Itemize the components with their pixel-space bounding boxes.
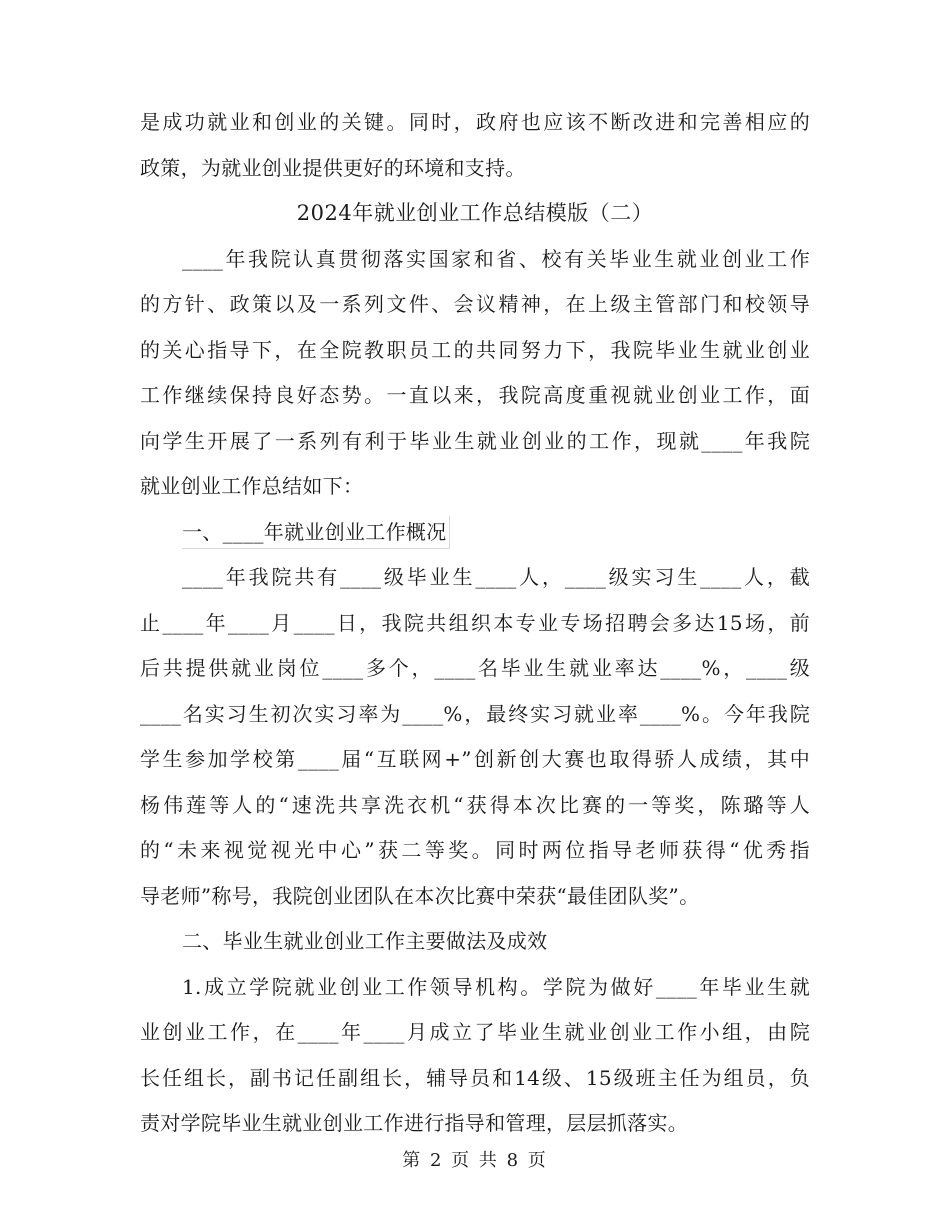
body-line: 止____年____月____日，我院共组织本专业专场招聘会多达15场，前 (140, 610, 810, 635)
body-line: 的关心指导下，在全院教职员工的共同努力下，我院毕业生就业创业 (140, 337, 810, 362)
body-line: 的“未来视觉视光中心”获二等奖。同时两位指导老师获得“优秀指 (140, 838, 810, 862)
subheading-text: 一、____年就业创业工作概况 (182, 516, 450, 549)
section-title: 2024年就业创业工作总结模版（二） (296, 201, 654, 225)
body-line: ____年我院认真贯彻落实国家和省、校有关毕业生就业创业工作 (182, 246, 810, 271)
body-line: 工作继续保持良好态势。一直以来，我院高度重视就业创业工作，面 (140, 383, 810, 407)
body-line: 政策，为就业创业提供更好的环境和支持。 (140, 155, 526, 180)
subheading-1 (140, 510, 810, 556)
body-line: ____年我院共有____级毕业生____人，____级实习生____人，截 (182, 565, 810, 589)
body-line: 的方针、政策以及一系列文件、会议精神，在上级主管部门和校领导 (140, 292, 810, 316)
subheading-2: 二、毕业生就业创业工作主要做法及成效 (182, 929, 548, 953)
page-number: 第 2 页 共 8 页 (402, 1150, 548, 1171)
body-line: 后共提供就业岗位____多个，____名毕业生就业率达____%，____级 (140, 656, 810, 680)
body-line: 导老师”称号，我院创业团队在本次比赛中荣获“最佳团队奖”。 (140, 883, 700, 908)
body-line: 责对学院毕业生就业创业工作进行指导和管理，层层抓落实。 (140, 1111, 689, 1135)
body-line: ____名实习生初次实习率为____%，最终实习就业率____%。今年我院 (140, 701, 810, 726)
body-line: 杨伟莲等人的“速洗共享洗衣机“获得本次比赛的一等奖，陈璐等人 (140, 792, 810, 817)
body-line: 业创业工作，在____年____月成立了毕业生就业创业工作小组，由院 (140, 1020, 810, 1044)
body-line: 就业创业工作总结如下： (140, 474, 364, 498)
body-line: 长任组长，副书记任副组长，辅导员和14级、15级班主任为组员，负 (140, 1065, 810, 1090)
body-line: 是成功就业和创业的关键。同时，政府也应该不断改进和完善相应的 (140, 110, 810, 134)
document-body (140, 100, 810, 1147)
body-line: 向学生开展了一系列有利于毕业生就业创业的工作，现就____年我院 (140, 428, 810, 453)
body-line: 学生参加学校第____届“互联网+”创新创大赛也取得骄人成绩，其中 (140, 747, 810, 771)
body-line: 1.成立学院就业创业工作领导机构。学院为做好____年毕业生就 (182, 974, 810, 999)
